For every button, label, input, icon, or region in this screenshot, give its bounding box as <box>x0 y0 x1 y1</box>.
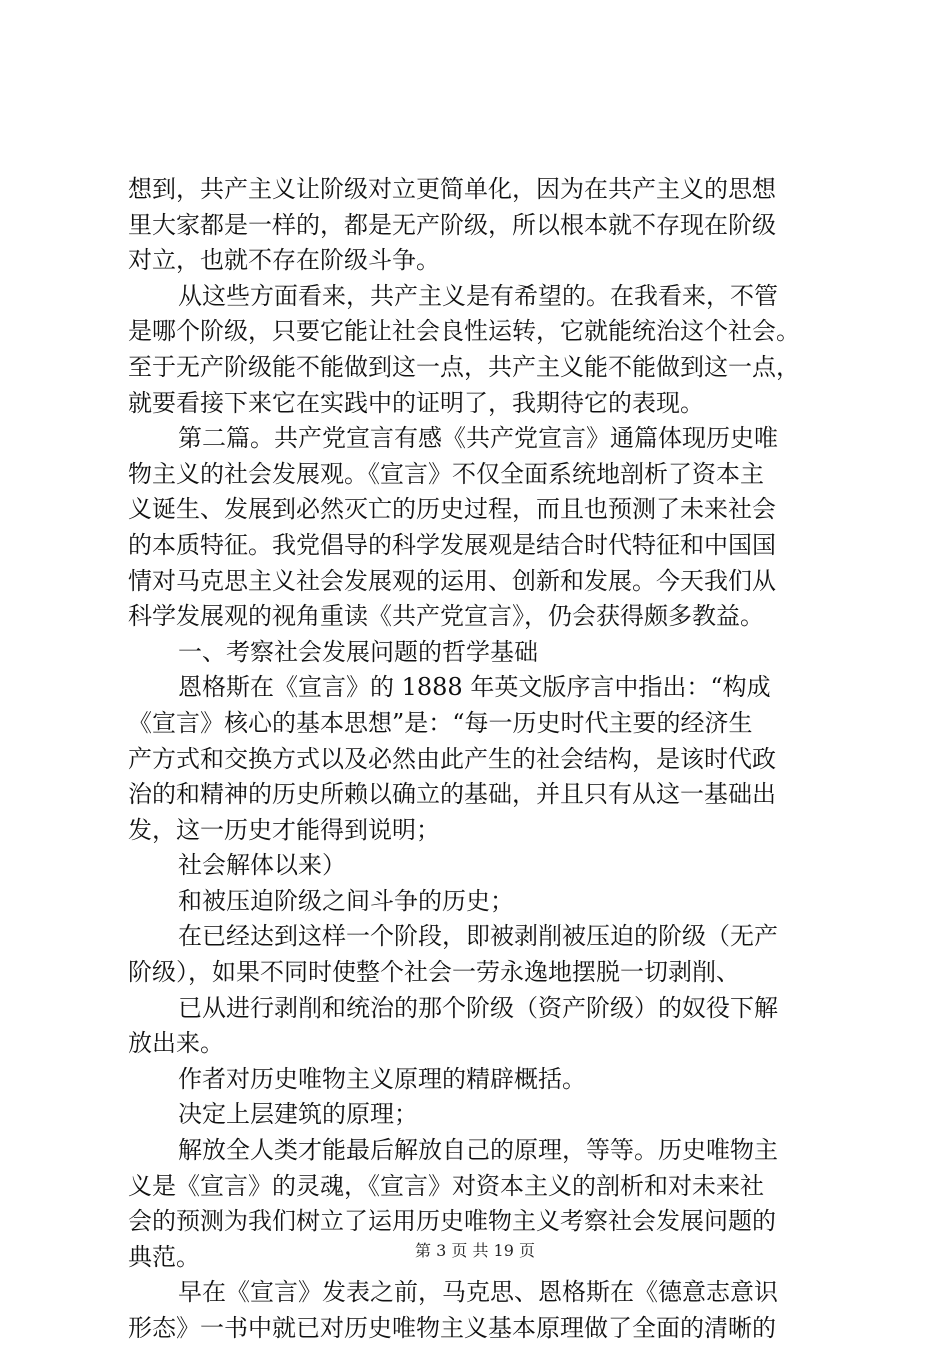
text-line: 产方式和交换方式以及必然由此产生的社会结构，是该时代政 <box>128 744 776 773</box>
text-line: 形态》一书中就已对历史唯物主义基本原理做了全面的清晰的 <box>128 1314 776 1342</box>
text-line: 会的预测为我们树立了运用历史唯物主义考察社会发展问题的 <box>128 1207 776 1236</box>
text-line: 社会解体以来） <box>178 851 346 880</box>
text-line: 义是《宣言》的灵魂，《宣言》对资本主义的剖析和对未来社 <box>128 1171 764 1200</box>
text-line: 阶级），如果不同时使整个社会一劳永逸地摆脱一切剥削、 <box>128 958 740 987</box>
document-body <box>128 172 833 1347</box>
text-line: 第二篇。共产党宣言有感《共产党宣言》通篇体现历史唯 <box>178 424 778 453</box>
text-line: 决定上层建筑的原理； <box>178 1100 418 1129</box>
text-line: 作者对历史唯物主义原理的精辟概括。 <box>178 1064 586 1093</box>
text-line: 恩格斯在《宣言》的 1888 年英文版序言中指出：“构成 <box>178 673 771 702</box>
text-line: 义诞生、发展到必然灭亡的历史过程，而且也预测了未来社会 <box>128 495 776 524</box>
text-line: 至于无产阶级能不能做到这一点，共产主义能不能做到这一点， <box>128 352 800 381</box>
text-line: 情对马克思主义社会发展观的运用、创新和发展。今天我们从 <box>128 566 776 595</box>
text-line: 已从进行剥削和统治的那个阶级（资产阶级）的奴役下解 <box>178 993 778 1022</box>
text-line: 想到，共产主义让阶级对立更简单化，因为在共产主义的思想 <box>128 175 776 203</box>
text-line: 一、考察社会发展问题的哲学基础 <box>178 637 538 666</box>
text-line: 科学发展观的视角重读《共产党宣言》，仍会获得颇多教益。 <box>128 602 764 631</box>
text-line: 放出来。 <box>128 1029 224 1058</box>
text-line: 典范。 <box>128 1242 200 1271</box>
text-line: 治的和精神的历史所赖以确立的基础，并且只有从这一基础出 <box>128 780 776 809</box>
text-line: 解放全人类才能最后解放自己的原理，等等。历史唯物主 <box>178 1136 778 1165</box>
text-line: 早在《宣言》发表之前，马克思、恩格斯在《德意志意识 <box>178 1278 778 1307</box>
text-line: 就要看接下来它在实践中的证明了，我期待它的表现。 <box>128 388 704 417</box>
text-line: 物主义的社会发展观。《宣言》不仅全面系统地剖析了资本主 <box>128 459 764 488</box>
text-line: 在已经达到这样一个阶段，即被剥削被压迫的阶级（无产 <box>178 922 778 951</box>
text-line: 从这些方面看来，共产主义是有希望的。在我看来，不管 <box>178 281 778 310</box>
page-footer: 第 3 页 共 19 页 <box>415 1241 535 1260</box>
text-line: 里大家都是一样的，都是无产阶级，所以根本就不存现在阶级 <box>128 210 776 239</box>
text-line: 的本质特征。我党倡导的科学发展观是结合时代特征和中国国 <box>128 530 776 559</box>
text-line: 是哪个阶级，只要它能让社会良性运转，它就能统治这个社会。 <box>128 317 800 346</box>
text-line: 《宣言》核心的基本思想”是：“每一历史时代主要的经济生 <box>128 708 753 737</box>
text-line: 发，这一历史才能得到说明； <box>128 815 440 844</box>
text-line: 和被压迫阶级之间斗争的历史； <box>178 886 514 915</box>
text-line: 对立，也就不存在阶级斗争。 <box>128 246 440 275</box>
